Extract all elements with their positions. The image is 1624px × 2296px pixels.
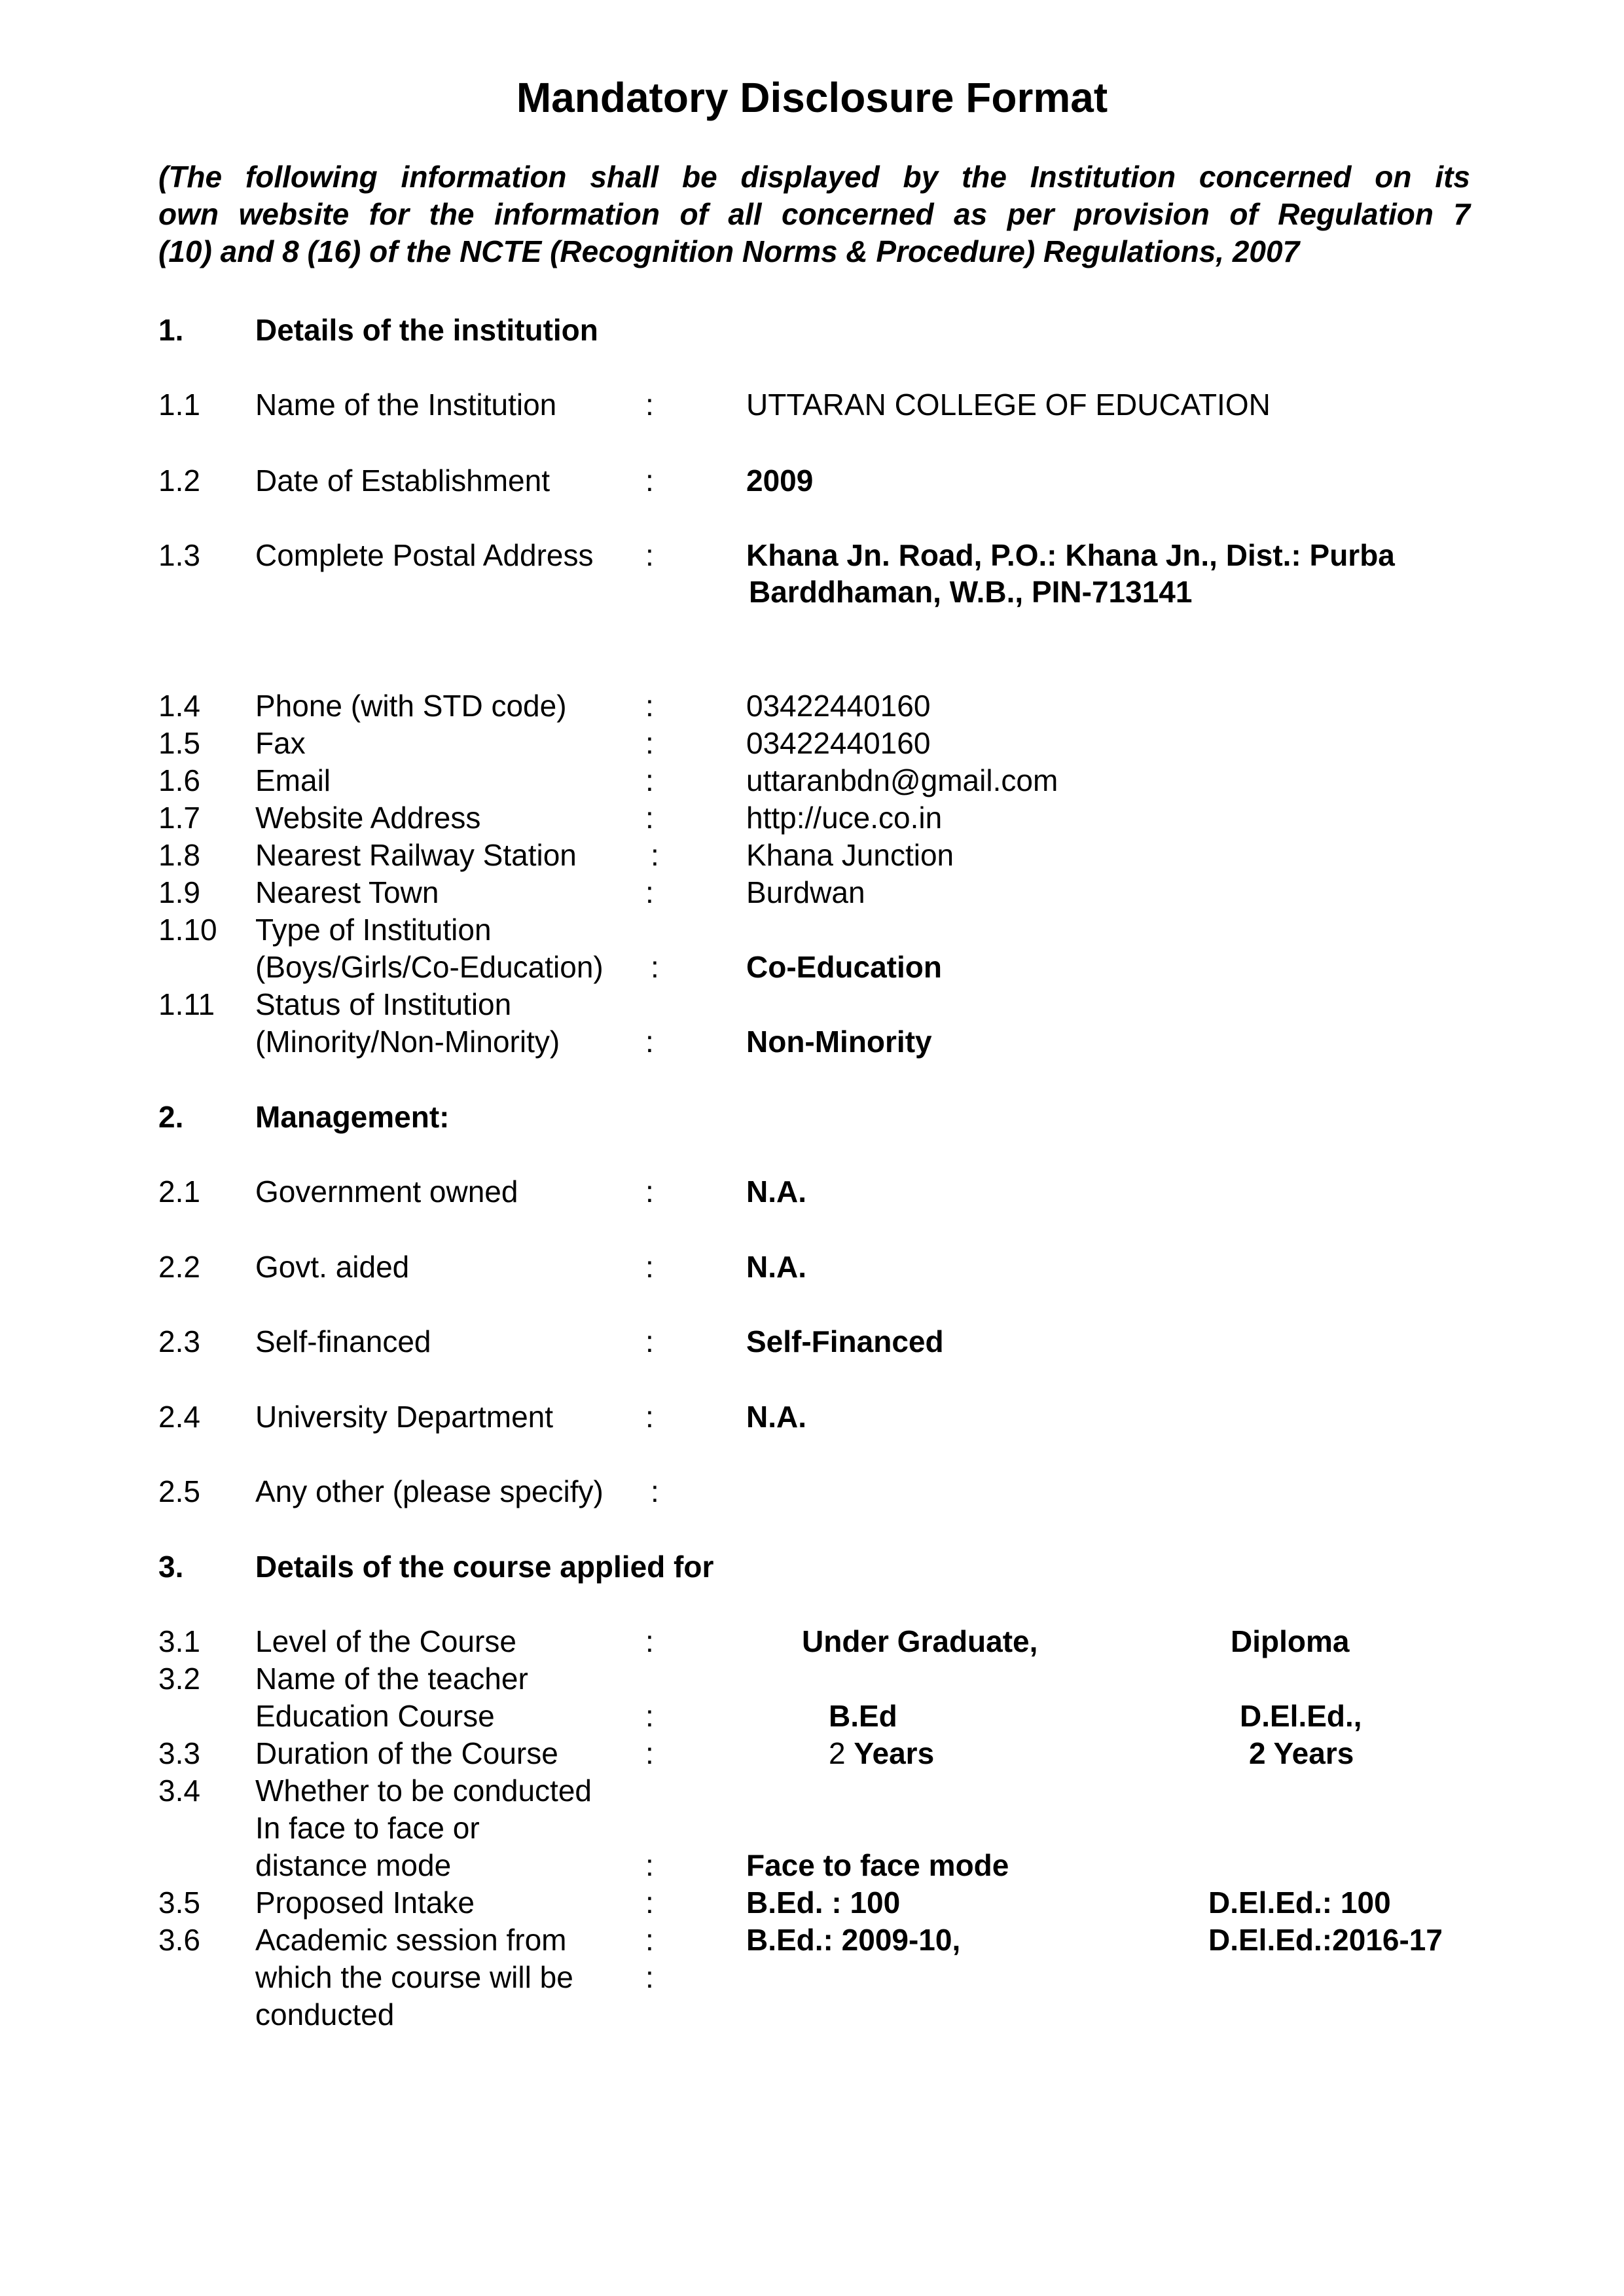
row-number: 2.1 — [158, 1175, 200, 1209]
row-label: Status of Institution — [255, 987, 512, 1021]
course-level-value: Diploma — [1231, 1624, 1350, 1658]
row-colon: : — [645, 1736, 654, 1770]
row-colon: : — [645, 1400, 654, 1434]
row-colon: : — [651, 1474, 659, 1508]
institution-name-value: UTTARAN COLLEGE OF EDUCATION — [746, 388, 1271, 422]
row-colon: : — [645, 1025, 654, 1059]
row-label: Academic session from — [255, 1923, 567, 1957]
row-label: which the course will be — [255, 1960, 573, 1994]
row-label: Duration of the Course — [255, 1736, 558, 1770]
intro-line: own website for the information of all concerned as per provision of Regulation 7 — [158, 197, 1470, 231]
row-label: Level of the Course — [255, 1624, 516, 1658]
row-number: 3.4 — [158, 1774, 200, 1808]
row-number: 1.10 — [158, 913, 217, 947]
row-label: (Boys/Girls/Co-Education) — [255, 950, 604, 984]
row-label: In face to face or — [255, 1811, 480, 1845]
row-colon: : — [651, 950, 659, 984]
row-number: 1.6 — [158, 763, 200, 797]
row-colon: : — [645, 875, 654, 909]
row-number: 3.3 — [158, 1736, 200, 1770]
row-label: Email — [255, 763, 331, 797]
institution-type-value: Co-Education — [746, 950, 942, 984]
row-number: 1.7 — [158, 801, 200, 835]
duration-unit: Years — [854, 1736, 935, 1770]
course-name-value: B.Ed — [829, 1699, 897, 1733]
row-colon: : — [645, 801, 654, 835]
row-label: distance mode — [255, 1848, 452, 1882]
row-label: Name of the teacher — [255, 1662, 528, 1696]
row-label: Nearest Town — [255, 875, 439, 909]
row-label: Date of Establishment — [255, 464, 550, 498]
row-number: 2.2 — [158, 1250, 200, 1284]
row-colon: : — [645, 1250, 654, 1284]
proposed-intake-value: B.Ed. : 100 — [746, 1886, 901, 1920]
row-colon: : — [645, 464, 654, 498]
row-label: Self-financed — [255, 1324, 431, 1358]
row-label: Education Course — [255, 1699, 495, 1733]
row-colon: : — [645, 1624, 654, 1658]
intro-line: (10) and 8 (16) of the NCTE (Recognition Norms & Procedure) Regulations, 2007 — [158, 234, 1300, 268]
row-label: conducted — [255, 1997, 395, 2032]
row-colon: : — [645, 1886, 654, 1920]
row-label: University Department — [255, 1400, 554, 1434]
row-number: 1.8 — [158, 838, 200, 872]
row-number: 3.1 — [158, 1624, 200, 1658]
row-number: 1.1 — [158, 388, 200, 422]
course-duration-value: 2 Years — [1249, 1736, 1354, 1770]
row-label: Nearest Railway Station — [255, 838, 577, 872]
academic-session-value: D.El.Ed.:2016-17 — [1208, 1923, 1443, 1957]
row-number: 1.5 — [158, 726, 200, 760]
row-label: Type of Institution — [255, 913, 492, 947]
row-label: Government owned — [255, 1175, 518, 1209]
fax-value: 03422440160 — [746, 726, 931, 760]
self-financed-value: Self-Financed — [746, 1324, 944, 1358]
row-number: 2.3 — [158, 1324, 200, 1358]
duration-number: 2 — [829, 1736, 846, 1770]
govt-aided-value: N.A. — [746, 1250, 806, 1284]
institution-status-value: Non-Minority — [746, 1025, 932, 1059]
government-owned-value: N.A. — [746, 1175, 806, 1209]
phone-value: 03422440160 — [746, 689, 931, 723]
section-number: 3. — [158, 1550, 184, 1584]
course-name-value: D.El.Ed., — [1240, 1699, 1362, 1733]
row-label: Fax — [255, 726, 306, 760]
row-colon: : — [645, 689, 654, 723]
postal-address-value: Barddhaman, W.B., PIN-713141 — [749, 575, 1193, 609]
section-heading: Details of the course applied for — [255, 1550, 714, 1584]
row-number: 1.3 — [158, 538, 200, 572]
intro-paragraph — [158, 158, 1470, 270]
email-value: uttaranbdn@gmail.com — [746, 763, 1058, 797]
intro-line: (The following information shall be displayed by the Institution concerned on its — [158, 160, 1470, 194]
section-number: 2. — [158, 1100, 184, 1134]
row-number: 1.2 — [158, 464, 200, 498]
row-label: Complete Postal Address — [255, 538, 594, 572]
railway-station-value: Khana Junction — [746, 838, 954, 872]
row-label: (Minority/Non-Minority) — [255, 1025, 560, 1059]
section-number: 1. — [158, 313, 184, 347]
row-number: 1.4 — [158, 689, 200, 723]
row-label: Proposed Intake — [255, 1886, 475, 1920]
row-colon: : — [645, 1848, 654, 1882]
row-colon: : — [645, 1699, 654, 1733]
row-label: Any other (please specify) — [255, 1474, 604, 1508]
section-heading: Details of the institution — [255, 313, 598, 347]
row-number: 1.9 — [158, 875, 200, 909]
page-title: Mandatory Disclosure Format — [516, 74, 1108, 121]
row-number: 3.2 — [158, 1662, 200, 1696]
row-label: Whether to be conducted — [255, 1774, 592, 1808]
nearest-town-value: Burdwan — [746, 875, 865, 909]
row-colon: : — [651, 838, 659, 872]
row-colon: : — [645, 538, 654, 572]
website-value: http://uce.co.in — [746, 801, 943, 835]
row-colon: : — [645, 1960, 654, 1994]
row-label: Name of the Institution — [255, 388, 557, 422]
row-label: Govt. aided — [255, 1250, 410, 1284]
row-number: 2.4 — [158, 1400, 200, 1434]
postal-address-value: Khana Jn. Road, P.O.: Khana Jn., Dist.: Purba — [746, 538, 1395, 572]
row-colon: : — [645, 388, 654, 422]
course-mode-value: Face to face mode — [746, 1848, 1009, 1882]
row-colon: : — [645, 763, 654, 797]
course-level-value: Under Graduate, — [802, 1624, 1038, 1658]
establishment-date-value: 2009 — [746, 464, 814, 498]
row-colon: : — [645, 726, 654, 760]
row-colon: : — [645, 1324, 654, 1358]
row-number: 3.5 — [158, 1886, 200, 1920]
course-duration-value — [829, 1735, 934, 1772]
row-label: Phone (with STD code) — [255, 689, 567, 723]
university-department-value: N.A. — [746, 1400, 806, 1434]
row-number: 1.11 — [158, 987, 215, 1021]
row-colon: : — [645, 1923, 654, 1957]
proposed-intake-value: D.El.Ed.: 100 — [1208, 1886, 1391, 1920]
academic-session-value: B.Ed.: 2009-10, — [746, 1923, 961, 1957]
row-label: Website Address — [255, 801, 481, 835]
row-colon: : — [645, 1175, 654, 1209]
section-heading: Management: — [255, 1100, 450, 1134]
row-number: 3.6 — [158, 1923, 200, 1957]
row-number: 2.5 — [158, 1474, 200, 1508]
